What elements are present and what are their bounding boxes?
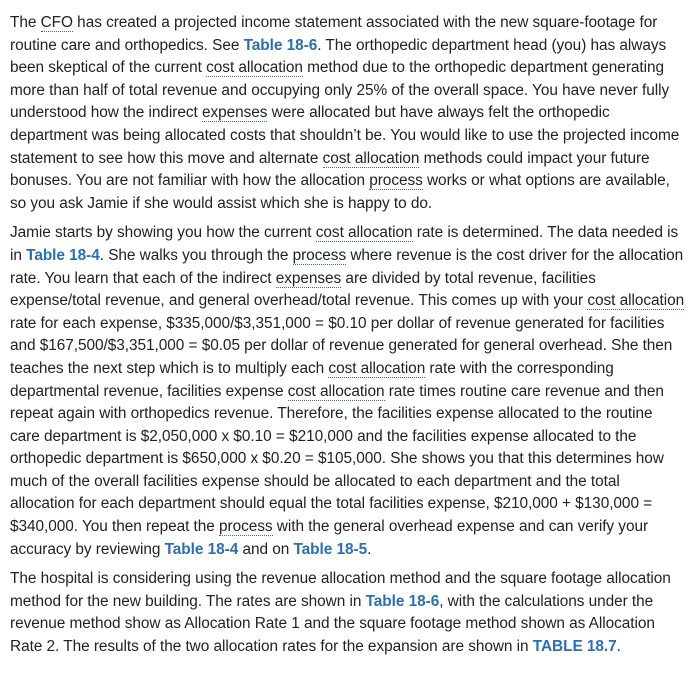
glossary-term-link[interactable]: process <box>292 246 347 264</box>
glossary-term-link[interactable]: expenses <box>275 269 342 287</box>
glossary-term-link[interactable]: cost allocation <box>315 224 413 242</box>
table-reference-link[interactable]: Table 18-6 <box>243 36 318 54</box>
paragraph-3 <box>10 568 686 658</box>
table-reference-link[interactable]: Table 18-5 <box>293 540 368 558</box>
body-text: Jamie starts by showing you how the current <box>10 224 316 242</box>
glossary-term-link[interactable]: cost allocation <box>328 359 426 377</box>
body-text: are divided by total revenue, facilities expense/total revenue, and general overhead/total revenue. This comes up with your <box>10 269 596 310</box>
body-text: The <box>10 14 41 31</box>
glossary-term-link[interactable]: cost allocation <box>322 149 420 167</box>
glossary-term-link[interactable]: process <box>369 172 423 190</box>
body-text: with the general overhead expense and can verify your accuracy by reviewing <box>10 518 649 558</box>
body-text: rate with the corresponding departmental revenue, facilities expense <box>10 359 614 400</box>
table-reference-link[interactable]: Table 18-4 <box>26 246 100 264</box>
glossary-term-link[interactable]: expenses <box>201 104 268 122</box>
glossary-term-link[interactable]: CFO <box>40 14 73 31</box>
glossary-term-link[interactable]: cost allocation <box>287 382 385 400</box>
body-text: rate is determined. The data needed is in <box>10 224 679 264</box>
body-text: were allocated but have always felt the orthopedic department was being allocated costs that shouldn’t be. You would like to use the projected income statement to see how this move and alternate <box>10 104 680 167</box>
body-text: . The orthopedic department head (you) has always been skeptical of the current <box>10 36 667 77</box>
body-text: . <box>616 638 621 656</box>
body-text: method due to the orthopedic department generating more than half of total revenue and occupying only 25% of the overall space. You have never fully understood how the indirect <box>10 59 670 122</box>
body-text: , with the calculations under the revenue method show as Allocation Rate 1 and the square footage method shown as Allocation Rate 2. The results of the two allocation rates for the expansion are shown in <box>10 592 655 656</box>
body-text: The hospital is considering using the revenue allocation method and the square footage allocation method for the new building. The rates are shown in <box>10 570 671 610</box>
body-text: . She walks you through the <box>99 246 293 264</box>
body-text: has created a projected income statement associated with the new square-footage for routine care and orthopedics. See <box>10 14 658 54</box>
paragraph-1 <box>10 12 686 215</box>
body-text: rate for each expense, $335,000/$3,351,000 = $0.10 per dollar of revenue generated for facilities and $167,500/$3,351,000 = $0.05 per dollar of revenue generated for general overhead. She then teaches the next step which is to multiply each <box>10 314 673 377</box>
glossary-term-link[interactable]: process <box>219 518 273 536</box>
table-reference-link[interactable]: Table 18-6 <box>365 592 440 610</box>
table-reference-link[interactable]: Table 18-4 <box>164 540 239 558</box>
body-text: rate times routine care revenue and then repeat again with orthopedics revenue. Therefore, the facilities expense allocated to the routine care department is $2,050,000 x $0.10 = $210,000 and the facilities expense allocated to the orthopedic department is $650,000 x $0.20 = $105,000. She shows you that this determines how much of the overall facilities expense should be allocated to each department and the total allocation for each department should equal the total facilities expense, $210,000 + $130,000 = $340,000. You then repeat the <box>10 382 664 536</box>
body-text: where revenue is the cost driver for the allocation rate. You learn that each of the indirect <box>10 246 684 287</box>
body-text: and on <box>238 540 294 558</box>
body-text: works or what options are available, so you ask Jamie if she would assist which she is happy to do. <box>10 172 670 212</box>
body-text: . <box>367 540 372 558</box>
glossary-term-link[interactable]: cost allocation <box>587 292 685 310</box>
body-text: methods could impact your future bonuses. You are not familiar with how the allocation <box>10 149 650 190</box>
paragraph-2 <box>10 222 686 561</box>
case-study-text <box>10 12 686 659</box>
glossary-term-link[interactable]: cost allocation <box>206 59 303 77</box>
table-reference-link[interactable]: TABLE 18.7 <box>532 638 617 656</box>
